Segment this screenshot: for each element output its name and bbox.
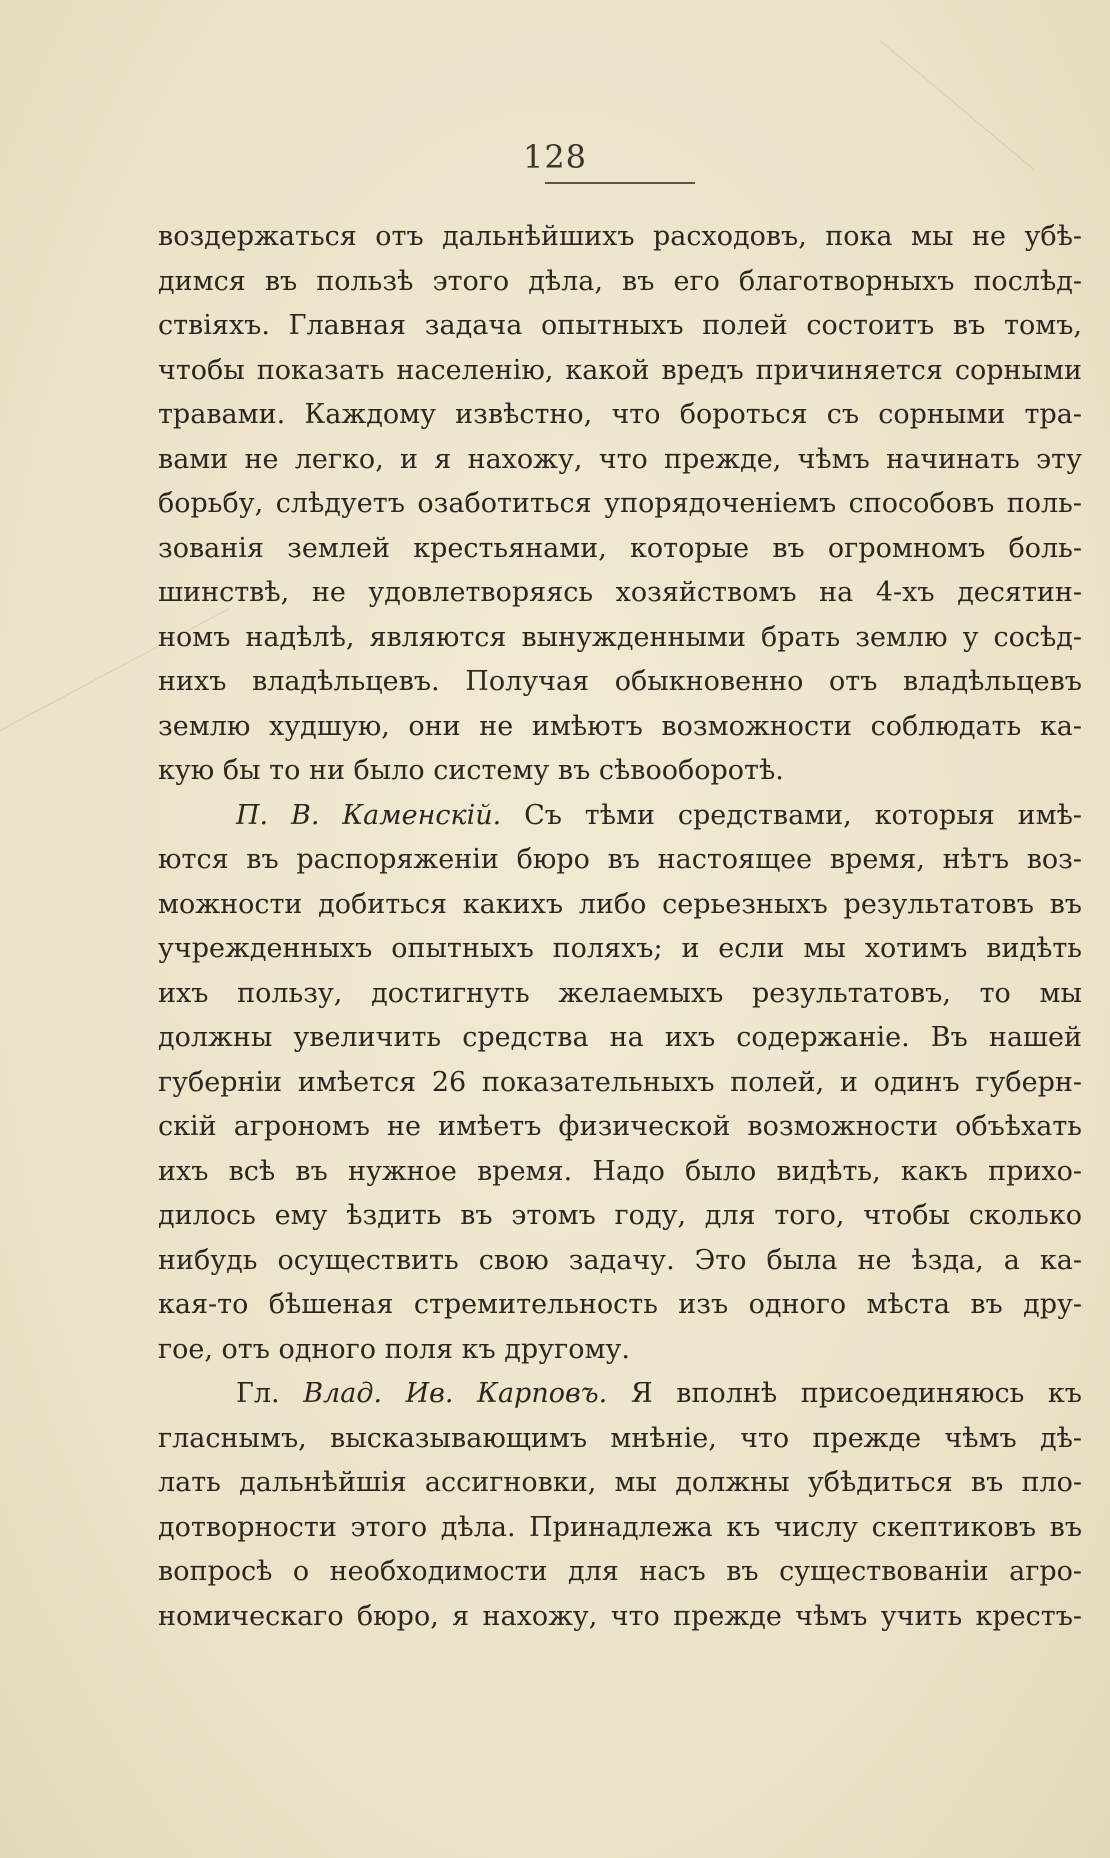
text-line: можности добиться какихъ либо серьезныхъ результатовъ въ bbox=[158, 888, 1082, 920]
text-line: номическаго бюро, я нахожу, что прежде чѣмъ учить крестъ- bbox=[158, 1600, 1082, 1632]
text-line: дотворности этого дѣла. Принадлежа къ числу скептиковъ въ bbox=[158, 1511, 1082, 1543]
text-line: нихъ владѣльцевъ. Получая обыкновенно отъ владѣльцевъ bbox=[158, 666, 1082, 697]
text-line: скій агрономъ не имѣетъ физической возможности объѣхать bbox=[158, 1111, 1082, 1142]
text-line: зованія землей крестьянами, которые въ огромномъ боль- bbox=[158, 532, 1082, 564]
text-line: кая-то бѣшеная стремительность изъ одного мѣста въ дру- bbox=[158, 1289, 1082, 1320]
text-line: димся въ пользѣ этого дѣла, въ его благотворныхъ послѣд- bbox=[158, 265, 1082, 297]
text-line: губерніи имѣется 26 показательныхъ полей, и одинъ губерн- bbox=[158, 1066, 1082, 1098]
text-line: нибудь осуществить свою задачу. Это была не ѣзда, а ка- bbox=[158, 1244, 1082, 1276]
text-line: землю худшую, они не имѣютъ возможности соблюдать ка- bbox=[158, 710, 1082, 742]
text-line: дилось ему ѣздить въ этомъ году, для того, чтобы сколько bbox=[158, 1200, 1082, 1231]
speech-start-line: П. В. Каменскій. Съ тѣми средствами, которыя имѣ- bbox=[236, 799, 1082, 831]
text-line: ствіяхъ. Главная задача опытныхъ полей состоитъ въ томъ, bbox=[158, 310, 1082, 341]
page-number: 128 bbox=[522, 138, 588, 176]
text-line: учрежденныхъ опытныхъ поляхъ; и если мы хотимъ видѣть bbox=[158, 933, 1082, 964]
text-line: вопросѣ о необходимости для насъ въ существованіи агро- bbox=[158, 1556, 1082, 1587]
text-line: ихъ всѣ въ нужное время. Надо было видѣть, какъ прихо- bbox=[158, 1155, 1082, 1187]
speaker-name: П. В. Каменскій. bbox=[236, 799, 502, 831]
page-number-rule bbox=[545, 182, 695, 184]
text-line: номъ надѣлѣ, являются вынужденными брать землю у сосѣд- bbox=[158, 621, 1082, 653]
text-line: лать дальнѣйшія ассигновки, мы должны убѣдиться въ пло- bbox=[158, 1467, 1082, 1498]
text-line: шинствѣ, не удовлетворяясь хозяйствомъ на 4-хъ десятин- bbox=[158, 577, 1082, 608]
text-line: гласнымъ, высказывающимъ мнѣніе, что прежде чѣмъ дѣ- bbox=[158, 1422, 1082, 1454]
text-line: чтобы показать населенію, какой вредъ причиняется сорными bbox=[158, 354, 1082, 386]
speech-start-line: Гл. Влад. Ив. Карповъ. Я вполнѣ присоединяюсь къ bbox=[236, 1378, 1082, 1409]
text-line: травами. Каждому извѣстно, что бороться съ сорными тра- bbox=[158, 399, 1082, 430]
text-line: борьбу, слѣдуетъ озаботиться упорядоченіемъ способовъ поль- bbox=[158, 488, 1082, 519]
text-line: кую бы то ни было систему въ сѣвооборотѣ. bbox=[158, 755, 784, 786]
text-line: ихъ пользу, достигнуть желаемыхъ результатовъ, то мы bbox=[158, 977, 1082, 1009]
text-line: воздержаться отъ дальнѣйшихъ расходовъ, пока мы не убѣ- bbox=[158, 221, 1082, 252]
speaker-name: Влад. Ив. Карповъ. bbox=[303, 1378, 608, 1409]
text-line: гое, отъ одного поля къ другому. bbox=[158, 1333, 630, 1365]
text-line: вами не легко, и я нахожу, что прежде, чѣмъ начинать эту bbox=[158, 443, 1082, 475]
body-text bbox=[158, 215, 1082, 1639]
text-line: ются въ распоряженіи бюро въ настоящее время, нѣтъ воз- bbox=[158, 844, 1082, 875]
text-line: должны увеличить средства на ихъ содержаніе. Въ нашей bbox=[158, 1022, 1082, 1053]
